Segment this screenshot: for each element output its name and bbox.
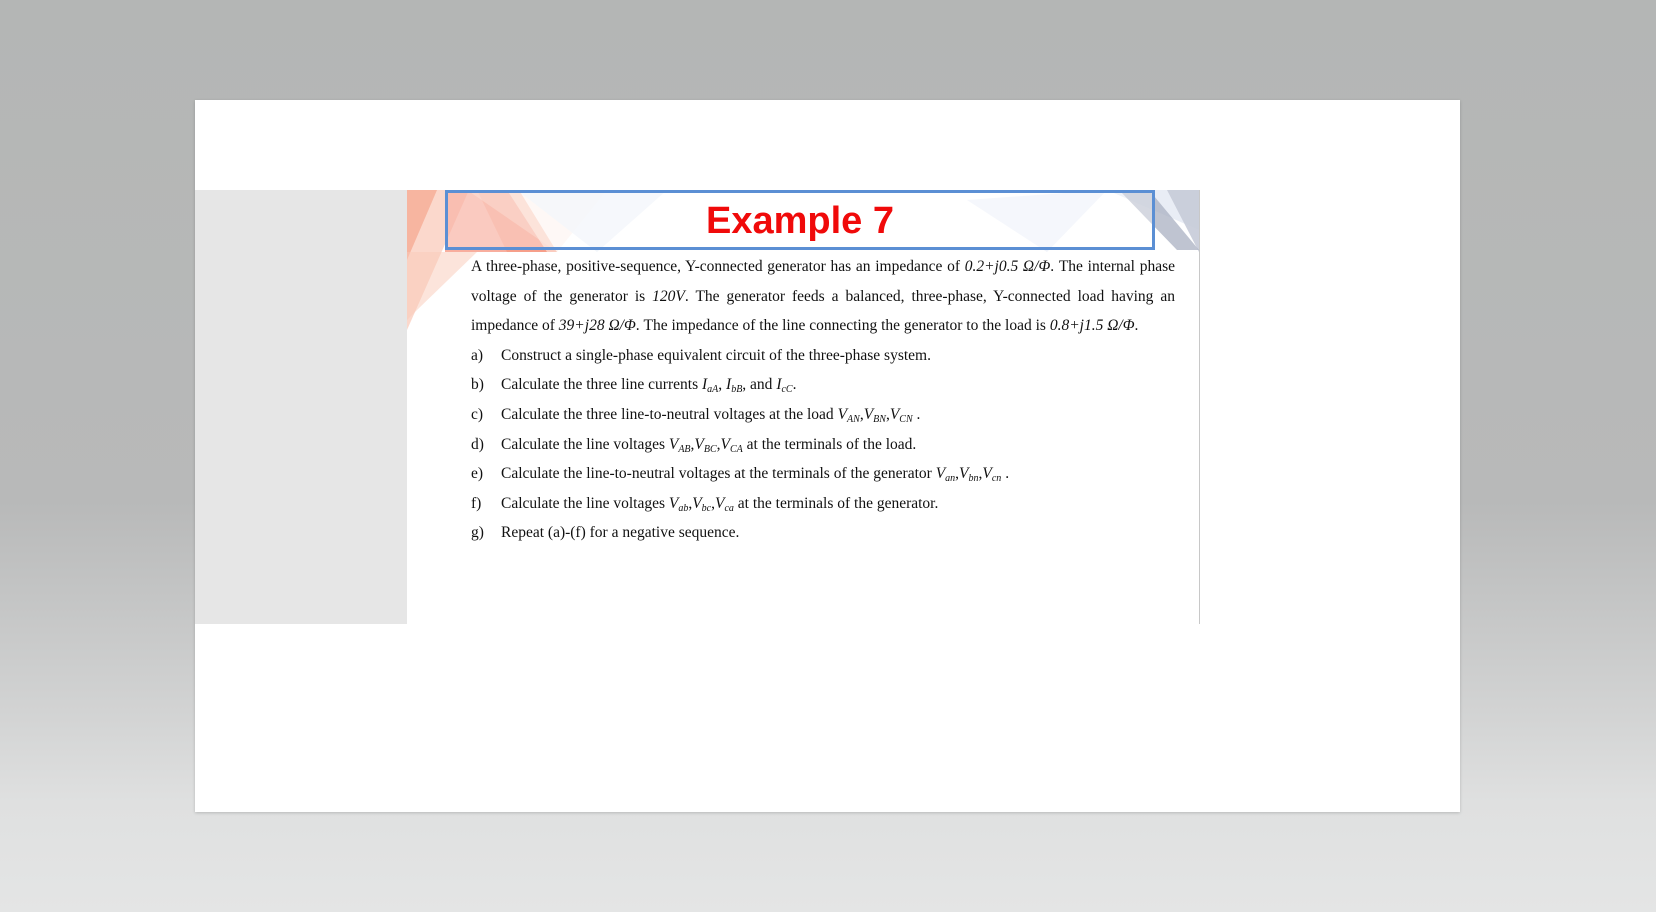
- generator-impedance: 0.2+j0.5 Ω/Φ: [964, 258, 1051, 275]
- title-box: [445, 190, 1155, 250]
- question-list: [471, 341, 1175, 548]
- question-text: Construct a single-phase equivalent circuit of the three-phase system.: [501, 346, 931, 364]
- line-impedance: 0.8+j1.5 Ω/Φ: [1049, 317, 1135, 335]
- question-text: Calculate the three line currents: [501, 376, 702, 394]
- question-text: Repeat (a)-(f) for a negative sequence.: [501, 524, 740, 542]
- question-text: Calculate the three line-to-neutral voltages at the load: [501, 405, 838, 423]
- question-f: f) Calculate the line voltages $V_{ab},V_{bc},V_{ca}$ at the terminals of the generator.: [471, 489, 1175, 519]
- question-label: c): [471, 405, 484, 423]
- question-text: Calculate the line voltages: [501, 494, 669, 512]
- phase-voltage: 120V: [652, 287, 685, 305]
- load-impedance: 39+j28 Ω/Φ: [558, 317, 636, 335]
- problem-content: [471, 252, 1175, 548]
- slide: [407, 190, 1200, 624]
- slide-title: Example 7: [706, 200, 894, 242]
- left-gray-panel: [195, 190, 408, 624]
- question-g: [471, 518, 1175, 548]
- question-b: b) Calculate the three line currents $I_{aA}$, $I_{bB}$, and $I_{cC}$.: [471, 370, 1175, 400]
- document-page: [195, 100, 1460, 812]
- question-label: e): [471, 465, 484, 483]
- question-label: b): [471, 376, 484, 394]
- question-c: c) Calculate the three line-to-neutral voltages at the load $V_{AN},V_{BN},V_{CN}$ .: [471, 400, 1175, 430]
- question-a: [471, 341, 1175, 371]
- question-label: d): [471, 435, 484, 453]
- question-text: Calculate the line voltages: [501, 435, 669, 453]
- question-label: a): [471, 346, 484, 364]
- problem-statement: A three-phase, positive-sequence, Y-connected generator has an impedance of 0.2+j0.5 Ω/Φ. The internal phase voltage of the generator is 120V. The generator feeds a balanced, three-phase, Y-connected load having an impedance of 39+j28 Ω/Φ. The impedance of the line connecting the generator to the load is 0.8+j1.5 Ω/Φ.: [471, 258, 1176, 335]
- question-d: d) Calculate the line voltages $V_{AB},V_{BC},V_{CA}$ at the terminals of the load.: [471, 430, 1175, 460]
- question-text: Calculate the line-to-neutral voltages at the terminals of the generator: [501, 465, 936, 483]
- question-label: g): [471, 524, 484, 542]
- question-label: f): [471, 494, 482, 512]
- question-e: e) Calculate the line-to-neutral voltages at the terminals of the generator $V_{an},V_{bn},V_{cn}$ .: [471, 459, 1175, 489]
